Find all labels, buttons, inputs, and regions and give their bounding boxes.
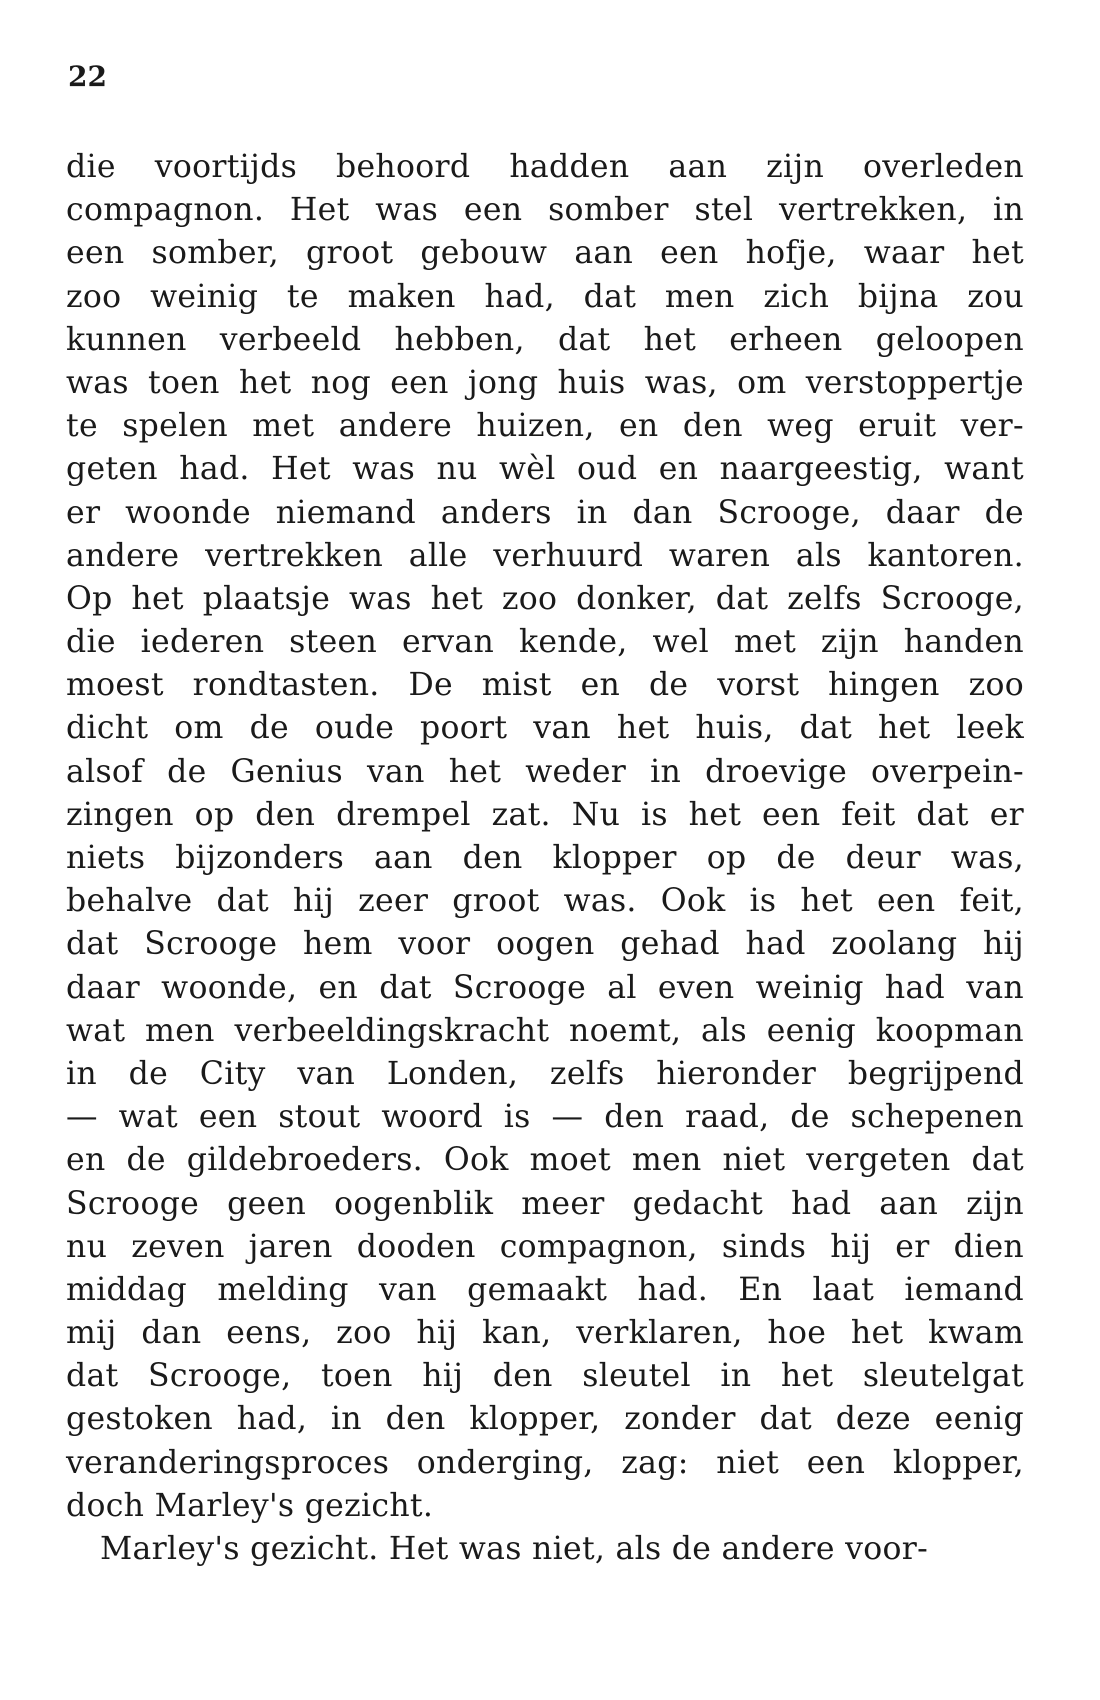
text-line: Scrooge geen oogenblik meer gedacht had aan zijn (66, 1185, 1024, 1222)
text-line: moest rondtasten. De mist en de vorst hingen zoo (66, 667, 1024, 704)
text-line: andere vertrekken alle verhuurd waren als kantoren. (66, 537, 1024, 574)
body-text (66, 146, 1024, 1571)
text-line: mij dan eens, zoo hij kan, verklaren, hoe het kwam (66, 1315, 1024, 1352)
text-line: kunnen verbeeld hebben, dat het erheen geloopen (66, 321, 1024, 358)
text-line: gestoken had, in den klopper, zonder dat deze eenig (66, 1401, 1024, 1438)
text-line: wat men verbeeldingskracht noemt, als eenig koopman (66, 1012, 1024, 1049)
text-line: en de gildebroeders. Ook moet men niet vergeten dat (66, 1142, 1024, 1179)
text-line: dicht om de oude poort van het huis, dat het leek (66, 710, 1024, 747)
text-line: in de City van Londen, zelfs hieronder begrijpend (66, 1055, 1024, 1092)
text-line: niets bijzonders aan den klopper op de deur was, (66, 840, 1024, 876)
text-line: dat Scrooge hem voor oogen gehad had zoolang hij (66, 926, 1024, 963)
text-line: geten had. Het was nu wèl oud en naargeestig, want (66, 451, 1024, 488)
text-line: een somber, groot gebouw aan een hofje, waar het (66, 235, 1024, 272)
text-line: die voortijds behoord hadden aan zijn overleden (66, 149, 1024, 185)
text-line: compagnon. Het was een somber stel vertrekken, in (66, 192, 1024, 229)
text-line: Op het plaatsje was het zoo donker, dat zelfs Scrooge, (66, 580, 1024, 617)
text-line: daar woonde, en dat Scrooge al even weinig had van (66, 969, 1024, 1006)
text-line: nu zeven jaren dooden compagnon, sinds hij er dien (66, 1228, 1024, 1265)
paragraph-start-line: Marley's gezicht. Het was niet, als de andere voor- (100, 1531, 929, 1567)
text-line: dat Scrooge, toen hij den sleutel in het sleutelgat (66, 1358, 1024, 1395)
text-line: middag melding van gemaakt had. En laat iemand (66, 1271, 1024, 1308)
text-line: zingen op den drempel zat. Nu is het een feit dat er (66, 796, 1024, 833)
text-line: er woonde niemand anders in dan Scrooge, daar de (66, 494, 1024, 531)
text-line: — wat een stout woord is — den raad, de schepenen (66, 1099, 1024, 1136)
text-line: doch Marley's gezicht. (66, 1487, 434, 1524)
text-line: was toen het nog een jong huis was, om verstoppertje (66, 364, 1024, 401)
text-line: zoo weinig te maken had, dat men zich bijna zou (66, 278, 1024, 315)
text-line: te spelen met andere huizen, en den weg eruit ver- (66, 408, 1024, 445)
page-number: 22 (68, 60, 107, 93)
text-line: behalve dat hij zeer groot was. Ook is het een feit, (66, 883, 1024, 920)
text-line: die iederen steen ervan kende, wel met zijn handen (66, 624, 1024, 661)
text-line: alsof de Genius van het weder in droevige overpein- (66, 753, 1024, 790)
text-line: veranderingsproces onderging, zag: niet een klopper, (66, 1444, 1024, 1481)
